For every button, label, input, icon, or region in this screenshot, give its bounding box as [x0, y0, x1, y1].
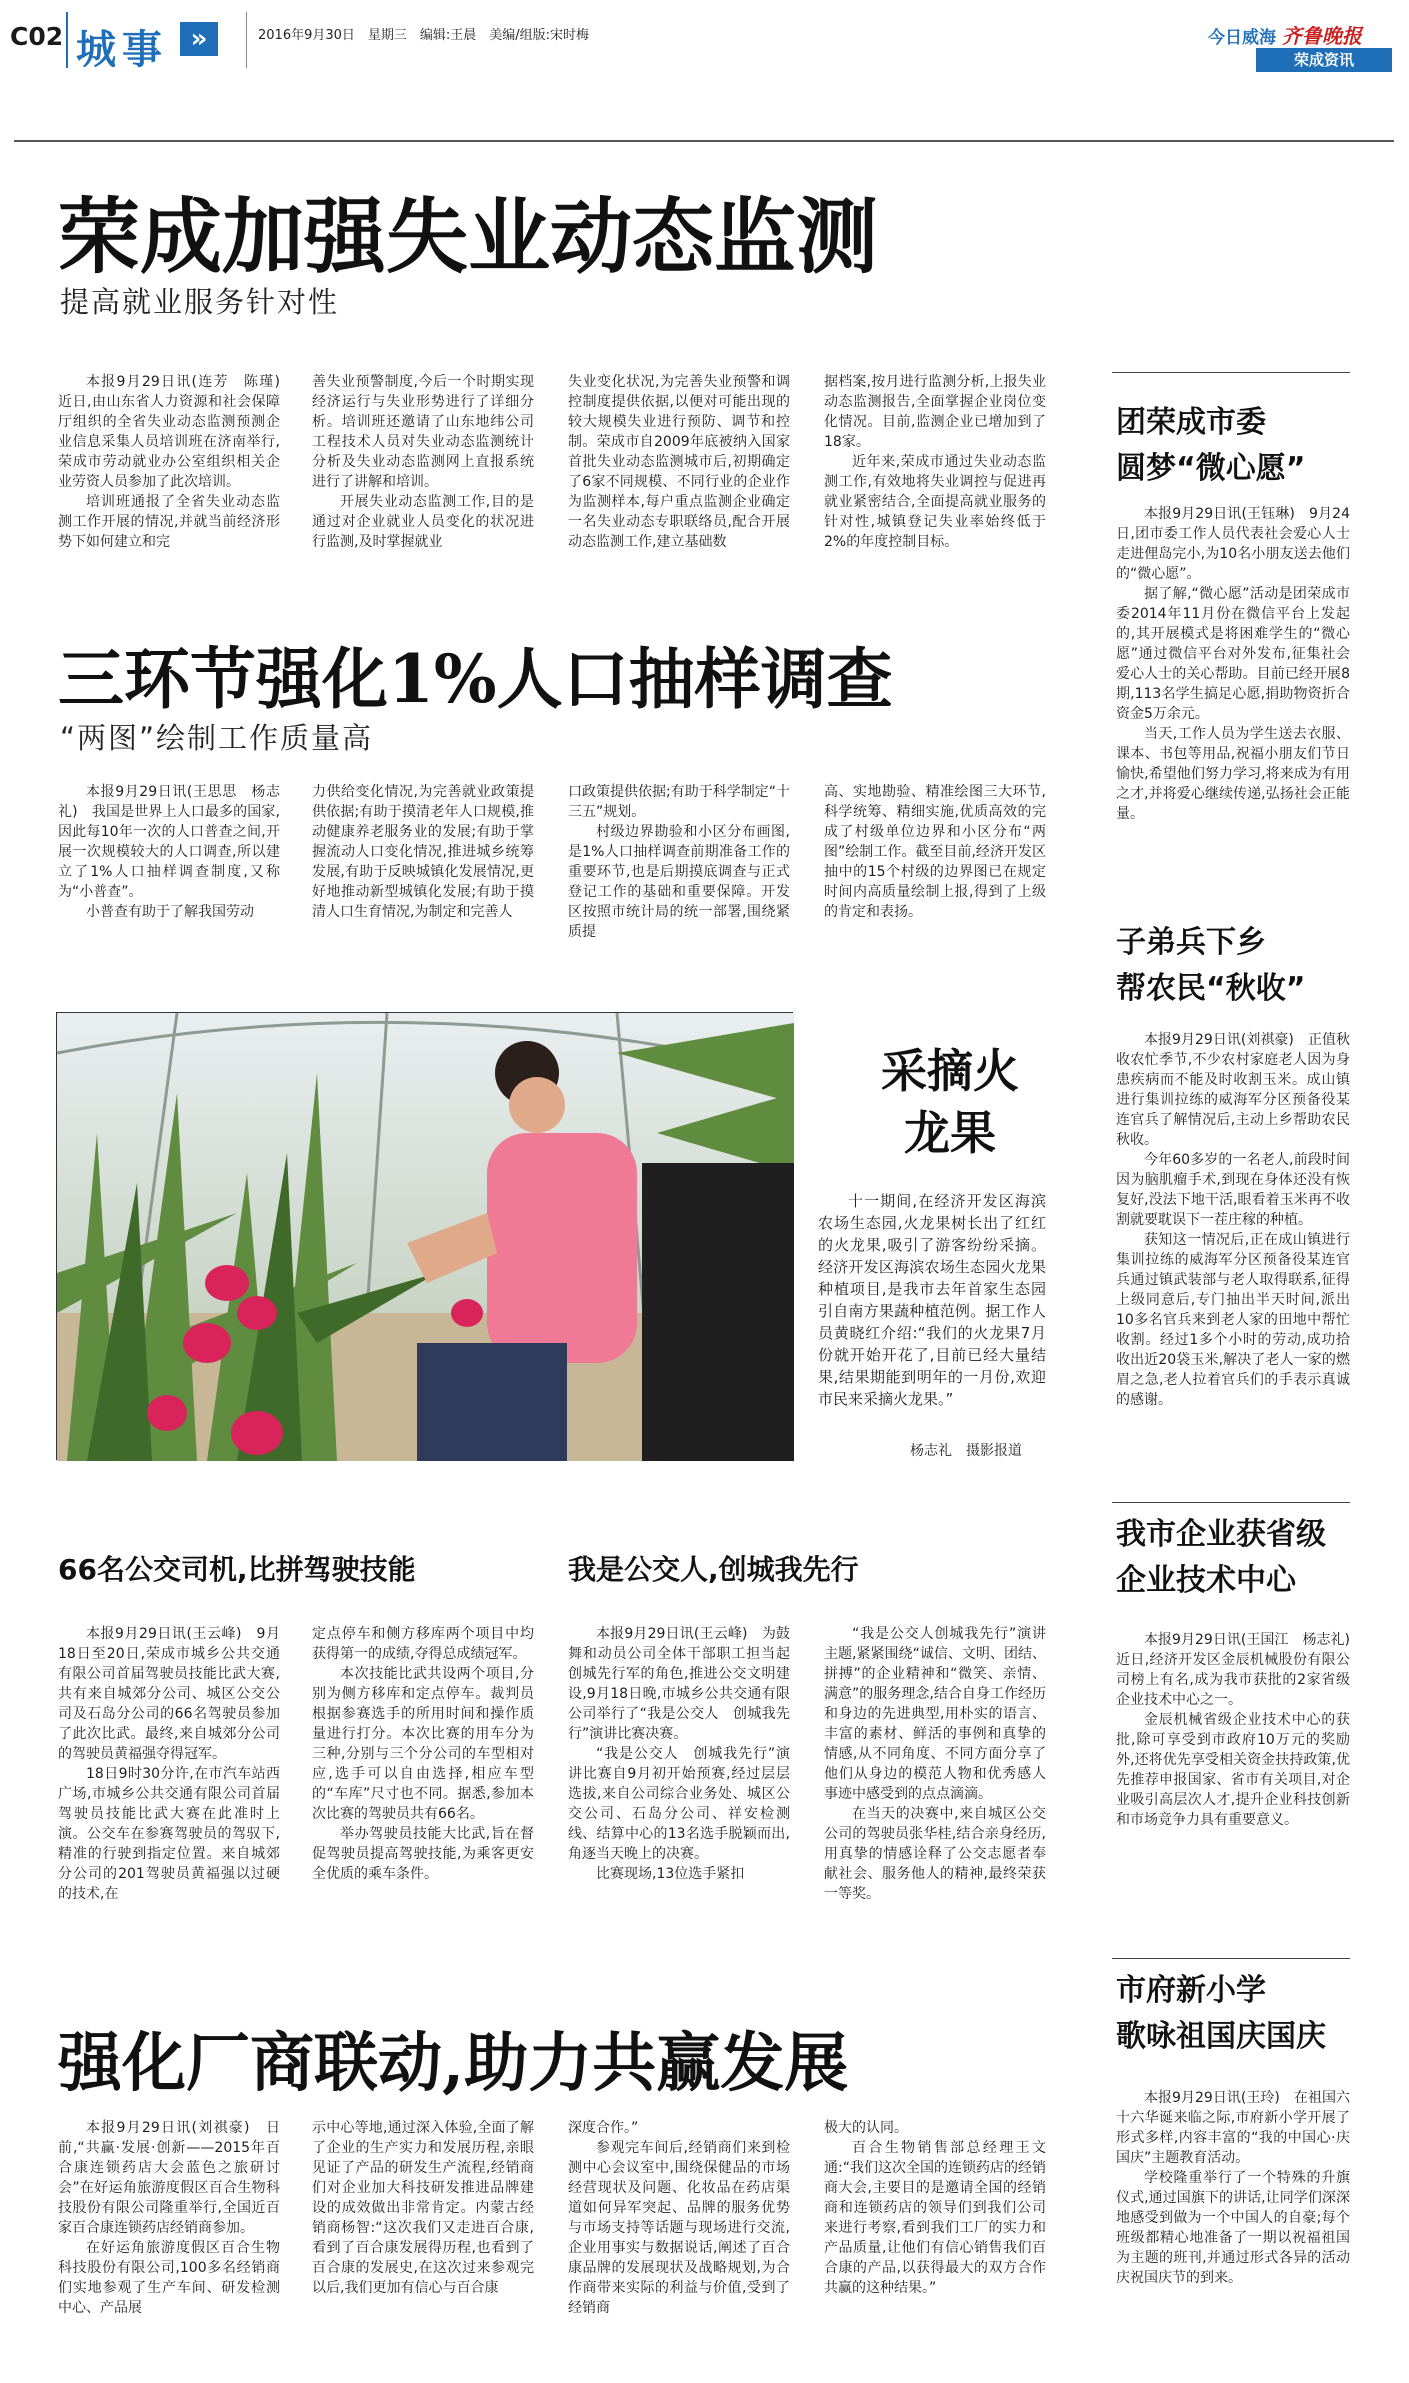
paragraph: 培训班通报了全省失业动态监测工作开展的情况,并就当前经济形势下如何建立和完 [58, 494, 280, 550]
paragraph: 本报9月29日讯(王云峰) 为鼓舞和动员公司全体干部职工担当起创城先行军的角色,推进公交文明建设,9月18日晚,市城乡公共交通有限公司举行了“我是公交人 创城我先行”演讲比赛决赛。 [568, 1626, 790, 1742]
photo-headline-text: 采摘火龙果 [881, 1044, 1019, 1160]
section-badge: 荣成资讯 [1256, 48, 1392, 72]
paragraph: 示中心等地,通过深入体验,全面了解了企业的生产实力和发展历程,亲眼见证了产品的研发生产流程,经销商们对企业加大科技研发推进品牌建设的成效做出非常肯定。内蒙古经销商杨智:“这次我们又走进百合康,看到了百合康发展得历程,也看到了百合康的发展史,在这次过来参观完以后,我们更加有信心与百合康 [312, 2120, 534, 2296]
article5-col3 [568, 2118, 790, 2370]
article3-col2 [312, 1624, 534, 1984]
paragraph: 本报9月29日讯(王玲) 在祖国六十六华诞来临之际,市府新小学开展了形式多样,内容丰富的“我的中国心·庆国庆”主题教育活动。 [1116, 2090, 1350, 2166]
article2-col4 [824, 782, 1046, 982]
paragraph: 十一期间,在经济开发区海滨农场生态园,火龙果树长出了红红的火龙果,吸引了游客纷纷采摘。经济开发区海滨农场生态园火龙果种植项目,是我市去年首家生态园引自南方果蔬种植范例。据工作人员黄晓红介绍:“我们的火龙果7月份就开始开花了,目前已经大量结果,结果期能到明年的一月份,欢迎市民来采摘火龙果。” [818, 1192, 1046, 1408]
paragraph: “我是公交人创城我先行”演讲主题,紧紧围绕“诚信、文明、团结、拼搏”的企业精神和“微笑、亲情、满意”的服务理念,结合自身工作经历和身边的先进典型,用朴实的语言、丰富的素材、鲜活的事例和真挚的情感,从不同角度、不同方面分享了他们从身边的模范人物和优秀感人事迹中感受到的点点滴滴。 [824, 1626, 1046, 1802]
paragraph: 高、实地勘验、精准绘图三大环节,科学统筹、精细实施,优质高效的完成了村级单位边界和小区分布“两图”绘制工作。截至目前,经济开发区抽中的15个村级的边界图已在规定时间内高质量绘制上报,得到了上级的肯定和表扬。 [824, 784, 1046, 920]
article1-headline: 荣成加强失业动态监测 [58, 189, 879, 285]
paragraph: 本报9月29日讯(王国江 杨志礼) 近日,经济开发区金辰机械股份有限公司榜上有名,成为我市获批的2家省级企业技术中心之一。 [1116, 1632, 1364, 1708]
paragraph: 本报9月29日讯(王思思 杨志礼) 我国是世界上人口最多的国家,因此每10年一次的人口普查之间,开展一次规模较大的人口调查,所以建立了1%人口抽样调查制度,又称为“小普查”。 [58, 784, 280, 900]
brand-name-a: 今日威海 [1208, 28, 1276, 48]
article1-col1 [58, 372, 294, 592]
paragraph: 本报9月29日讯(王云峰) 9月18日至20日,荣成市城乡公共交通有限公司首届驾驶员技能比武大赛,共有来自城郊分公司、城区公交公司及石岛分公司的66名驾驶员参加了此次比武。最终,来自城郊分公司的驾驶员黄福强夺得冠军。 [58, 1626, 280, 1762]
paragraph: 在好运角旅游度假区百合生物科技股份有限公司,100多名经销商们实地参观了生产车间、研发检测中心、产品展 [58, 2240, 280, 2316]
header-divider-thin [246, 12, 247, 68]
paragraph: 深度合作。” [568, 2120, 639, 2136]
page-number: C02 [10, 22, 64, 51]
sidebar-item1-headline [1116, 920, 1305, 1012]
paragraph: 善失业预警制度,今后一个时期实现经济运行与失业形势进行了详细分析。培训班还邀请了山东地纬公司工程技术人员对失业动态监测统计分析及失业动态监测网上直报系统进行了讲解和培训。 [312, 374, 534, 490]
sidebar-rule [1112, 1958, 1350, 1959]
sidebar-item1-title-line2: 帮农民“秋收” [1116, 971, 1306, 1006]
sidebar-item1-title-line1: 子弟兵下乡 [1116, 925, 1266, 960]
paragraph: 定点停车和侧方移库两个项目中均获得第一的成绩,夺得总成绩冠军。 [312, 1626, 534, 1662]
article3-headline: 66名公交司机,比拼驾驶技能 [58, 1553, 416, 1586]
sidebar-item3-body [1116, 2088, 1350, 2370]
paragraph: 极大的认同。 [824, 2120, 908, 2136]
article1-col4 [824, 372, 1046, 592]
paragraph: 本次技能比武共设两个项目,分别为侧方移库和定点停车。裁判员根据参赛选手的所用时间和操作质量进行打分。本次比赛的用车分为三种,分别与三个分公司的车型相对应,选手可以自由选择,相应车型的“车库”尺寸也不同。据悉,参加本次比赛的驾驶员共有66名。 [312, 1666, 534, 1822]
article5-col2 [312, 2118, 534, 2370]
photo-illustration [57, 1013, 794, 1461]
sidebar-item3-headline [1116, 1968, 1326, 2060]
paragraph: 本报9月29日讯(刘祺豪) 日前,“共赢·发展·创新——2015年百合康连锁药店大会蓝色之旅研讨会”在好运角旅游度假区百合生物科技股份有限公司隆重举行,全国近百家百合康连锁药店经销商参加。 [58, 2120, 280, 2236]
sidebar-item2-headline [1116, 1512, 1326, 1604]
sidebar-item2-body [1116, 1630, 1364, 1950]
paragraph: 比赛现场,13位选手紧扣 [596, 1866, 745, 1882]
article5-col1 [58, 2118, 280, 2370]
photo-caption [818, 1190, 1046, 1430]
paragraph: 金辰机械省级企业技术中心的获批,除可享受到市政府10万元的奖励外,还将优先享受相关资金扶持政策,优先推荐申报国家、省市有关项目,对企业吸引高层次人才,提升企业科技创新和市场竞争力具有重要意义。 [1116, 1712, 1350, 1828]
sidebar-item0-title-line1: 团荣成市委 [1116, 405, 1266, 440]
brand-name-b: 齐鲁晚报 [1281, 24, 1362, 48]
paragraph: 据了解,“微心愿”活动是团荣成市委2014年11月份在微信平台上发起的,其开展模式是将困难学生的“微心愿”通过微信平台对外发布,征集社会爱心人士的关心帮助。目前已经开展8期,113名学生搞足心愿,捐助物资折合资金5万余元。 [1116, 586, 1350, 722]
paragraph: 百合生物销售部总经理王文通:“我们这次全国的连锁药店的经销商大会,主要目的是邀请全国的经销商和连锁药店的领导们到我们公司来进行考察,看到我们工厂的实力和产品质量,让他们有信心销售我们百合康的产品,以获得最大的双方合作共赢的这种结果。” [824, 2140, 1046, 2296]
paragraph: 本报9月29日讯(王钰琳) 9月24日,团市委工作人员代表社会爱心人士走进俚岛完小,为10名小朋友送去他们的“微心愿”。 [1116, 506, 1350, 582]
dateline: 2016年9月30日 星期三 编辑:王晨 美编/组版:宋时梅 [258, 28, 590, 43]
article4-headline: 我是公交人,创城我先行 [568, 1553, 859, 1586]
paragraph: “我是公交人 创城我先行”演讲比赛自9月初开始预赛,经过层层选拔,来自公司综合业务处、城区公交公司、石岛分公司、祥安检测线、结算中心的13名选手脱颖而出,角逐当天晚上的决赛。 [568, 1746, 790, 1862]
paragraph: 参观完车间后,经销商们来到检测中心会议室中,围绕保健品的市场经营现状及问题、化妆品在药店渠道如何异军突起、品牌的服务优势与市场支持等话题与现场进行交流,企业用事实与数据说话,阐述了百合康品牌的发展现状及战略规划,为合作商带来实际的利益与价值,受到了经销商 [568, 2140, 790, 2316]
paragraph: 当天,工作人员为学生送去衣服、课本、书包等用品,祝福小朋友们节日愉快,希望他们努力学习,将来成为有用之才,并将爱心继续传递,弘扬社会正能量。 [1116, 726, 1350, 822]
sidebar-rule [1112, 372, 1350, 373]
chevron-right-icon: » [180, 22, 218, 56]
article1-col2 [312, 372, 534, 592]
photo-credit: 杨志礼 摄影报道 [910, 1443, 1022, 1459]
sidebar-item1-body [1116, 1030, 1350, 1470]
article2-col2 [312, 782, 534, 982]
paragraph: 学校隆重举行了一个特殊的升旗仪式,通过国旗下的讲话,让同学们深深地感受到做为一个中国人的自豪;每个班级都精心地准备了一期以祝福祖国为主题的班刊,并通过形式各异的活动庆祝国庆节的到来。 [1116, 2170, 1350, 2286]
paragraph: 今年60多岁的一名老人,前段时间因为脑肌瘤手术,到现在身体还没有恢复好,没法下地干活,眼看着玉米再不收割就要耽误下一茬庄稼的种植。 [1116, 1152, 1350, 1228]
header-divider [66, 12, 68, 68]
sidebar-item2-title-line1: 我市企业获省级 [1116, 1517, 1326, 1552]
sidebar-item0-body [1116, 504, 1350, 916]
paragraph: 村级边界勘验和小区分布画图,是1%人口抽样调查前期准备工作的重要环节,也是后期摸底调查与正式登记工作的基础和重要保障。开发区按照市统计局的统一部署,围绕紧质提 [568, 824, 790, 940]
paragraph: 失业变化状况,为完善失业预警和调控制度提供依据,以便对可能出现的较大规模失业进行预防、调节和控制。荣成市自2009年底被纳入国家首批失业动态监测城市后,初期确定了6家不同规模、不同行业的企业作为监测样本,每户重点监测企业确定一名失业动态专职联络员,配合开展动态监测工作,建立基础数 [568, 374, 790, 550]
article1-subheadline: 提高就业服务针对性 [60, 285, 340, 319]
paragraph: 开展失业动态监测工作,目的是通过对企业就业人员变化的状况进行监测,及时掌握就业 [312, 494, 534, 550]
paragraph: 举办驾驶员技能大比武,旨在督促驾驶员提高驾驶技能,为乘客更安全优质的乘车条件。 [312, 1826, 534, 1882]
paragraph: 18日9时30分许,在市汽车站西广场,市城乡公共交通有限公司首届驾驶员技能比武大赛在此准时上演。公交车在参赛驾驶员的驾驭下,精准的行驶到指定位置。来自城郊分公司的201驾驶员黄福强以过硬的技术,在 [58, 1766, 280, 1902]
article4-col2 [824, 1624, 1046, 1984]
photo-headline [860, 1040, 1040, 1164]
sidebar-item0-title-line2: 圆梦“微心愿” [1116, 451, 1306, 486]
paragraph: 本报9月29日讯(刘祺豪) 正值秋收农忙季节,不少农村家庭老人因为身患疾病而不能及时收割玉米。成山镇进行集训拉练的威海军分区预备役某连官兵了解情况后,主动上乡帮助农民秋收。 [1116, 1032, 1350, 1148]
paragraph: 力供给变化情况,为完善就业政策提供依据;有助于摸清老年人口规模,推动健康养老服务业的发展;有助于掌握流动人口变化情况,推进城乡统筹发展,有助于反映城镇化发展情况,更好地推动新型城镇化发展;有助于摸清人口生育情况,为制定和完善人 [312, 784, 534, 920]
paragraph: 据档案,按月进行监测分析,上报失业动态监测报告,全面掌握企业岗位变化情况。目前,监测企业已增加到了18家。 [824, 374, 1046, 450]
article2-headline: 三环节强化1%人口抽样调查 [58, 640, 893, 718]
paragraph: 在当天的决赛中,来自城区公交公司的驾驶员张华桂,结合亲身经历,用真挚的情感诠释了公交志愿者奉献社会、服务他人的精神,最终荣获一等奖。 [824, 1806, 1046, 1902]
article4-col1 [568, 1624, 790, 1984]
article2-col3 [568, 782, 790, 982]
article5-col4 [824, 2118, 1046, 2370]
paragraph: 近年来,荣成市通过失业动态监测工作,有效地将失业调控与促进再就业紧密结合,全面提高就业服务的针对性,城镇登记失业率始终低于2%的年度控制目标。 [824, 454, 1046, 550]
sidebar-item0-headline [1116, 400, 1305, 492]
paragraph: 本报9月29日讯(连芳 陈瑾) 近日,由山东省人力资源和社会保障厅组织的全省失业动态监测预测企业信息采集人员培训班在济南举行,荣成市劳动就业办公室组织相关企业劳资人员参加了此次培训。 [58, 374, 294, 490]
article3-col1 [58, 1624, 280, 1984]
header-rule [14, 140, 1394, 142]
paragraph: 小普查有助于了解我国劳动 [86, 904, 254, 920]
sidebar-item3-title-line2: 歌咏祖国庆国庆 [1116, 2019, 1326, 2054]
page-header [0, 0, 1409, 80]
article5-headline: 强化厂商联动,助力共赢发展 [58, 2026, 849, 2101]
article2-subheadline: “两图”绘制工作质量高 [60, 721, 374, 755]
paragraph: 口政策提供依据;有助于科学制定“十三五”规划。 [568, 784, 790, 820]
paragraph: 获知这一情况后,正在成山镇进行集训拉练的威海军分区预备役某连官兵通过镇武装部与老人取得联系,征得上级同意后,专门抽出半天时间,派出10多名官兵来到老人家的田地中帮忙收割。经过1多个小时的劳动,成功拾收出近20袋玉米,解决了老人一家的燃眉之急,老人拉着官兵们的手表示真诚的感谢。 [1116, 1232, 1350, 1408]
sidebar-rule [1112, 1502, 1350, 1503]
brand-logo [1208, 20, 1362, 49]
article1-col3 [568, 372, 790, 592]
sidebar-item3-title-line1: 市府新小学 [1116, 1973, 1266, 2008]
photo-dragon-fruit-picking [56, 1012, 793, 1460]
section-title: 城事 [76, 26, 168, 73]
article2-col1 [58, 782, 280, 982]
sidebar-item2-title-line2: 企业技术中心 [1116, 1563, 1296, 1598]
